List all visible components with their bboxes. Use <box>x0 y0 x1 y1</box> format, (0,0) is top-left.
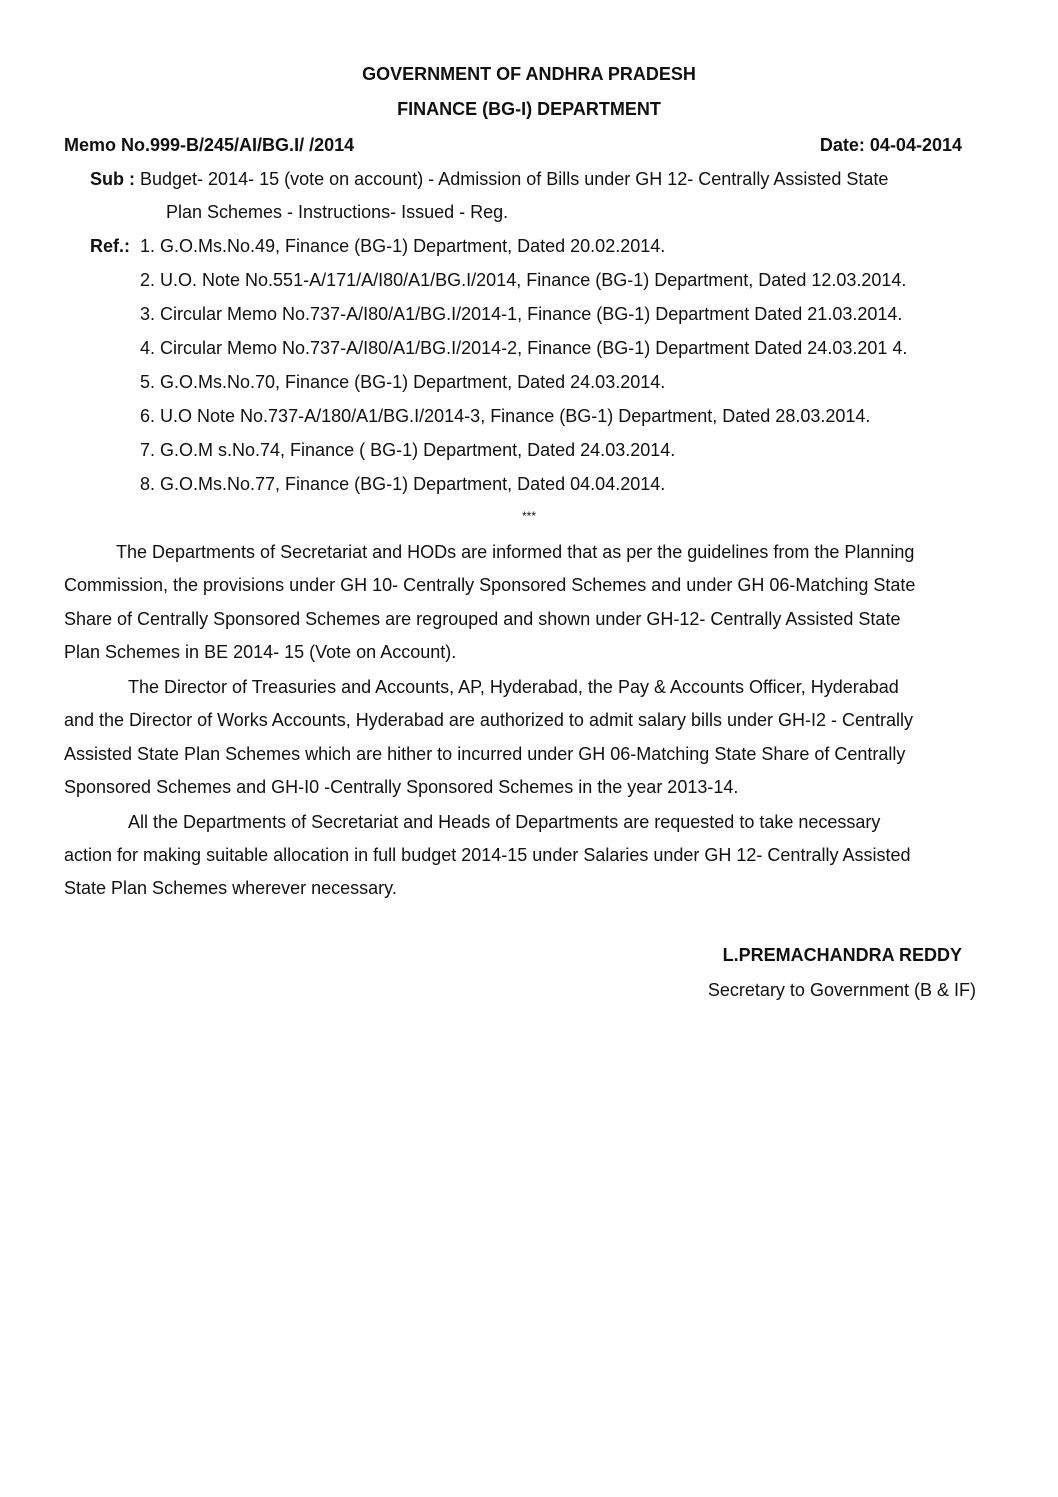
subject-line-1: Budget- 2014- 15 (vote on account) - Admission of Bills under GH 12- Centrally Assisted State <box>140 169 889 189</box>
reference-item: 5. G.O.Ms.No.70, Finance (BG-1) Department, Dated 24.03.2014. <box>140 372 666 392</box>
reference-label: Ref.: <box>90 236 130 256</box>
government-heading: GOVERNMENT OF ANDHRA PRADESH <box>362 64 696 84</box>
paragraph-3-line: All the Departments of Secretariat and Heads of Departments are requested to take necessary <box>128 812 881 832</box>
subject-label: Sub : <box>90 169 135 189</box>
department-heading: FINANCE (BG-I) DEPARTMENT <box>397 99 661 119</box>
reference-item: 7. G.O.M s.No.74, Finance ( BG-1) Department, Dated 24.03.2014. <box>140 440 676 460</box>
signatory-designation: Secretary to Government (B & IF) <box>707 980 976 1000</box>
paragraph-1-line: Share of Centrally Sponsored Schemes are regrouped and shown under GH-12- Centrally Assisted State <box>64 609 901 629</box>
paragraph-2-line: Assisted State Plan Schemes which are hither to incurred under GH 06-Matching State Share of Centrally <box>64 744 906 764</box>
paragraph-3-line: State Plan Schemes wherever necessary. <box>64 878 397 898</box>
subject-line-2: Plan Schemes - Instructions- Issued - Reg. <box>166 202 509 222</box>
reference-item: 1. G.O.Ms.No.49, Finance (BG-1) Department, Dated 20.02.2014. <box>140 236 666 256</box>
paragraph-2-line: Sponsored Schemes and GH-I0 -Centrally Sponsored Schemes in the year 2013-14. <box>64 777 739 797</box>
memo-date: Date: 04-04-2014 <box>819 135 962 155</box>
section-separator: *** <box>521 509 536 523</box>
paragraph-2-line: and the Director of Works Accounts, Hyderabad are authorized to admit salary bills under GH-I2 - Centrally <box>64 710 914 730</box>
reference-item: 6. U.O Note No.737-A/180/A1/BG.I/2014-3, Finance (BG-1) Department, Dated 28.03.2014. <box>140 406 871 426</box>
signatory-name: L.PREMACHANDRA REDDY <box>722 945 962 965</box>
paragraph-2-line: The Director of Treasuries and Accounts, AP, Hyderabad, the Pay & Accounts Officer, Hyderabad <box>128 677 899 697</box>
reference-item: 2. U.O. Note No.551-A/171/A/I80/A1/BG.I/2014, Finance (BG-1) Department, Dated 12.03.2014. <box>140 270 907 290</box>
paragraph-1-line: The Departments of Secretariat and HODs are informed that as per the guidelines from the Planning <box>116 542 915 562</box>
paragraph-3-line: action for making suitable allocation in full budget 2014-15 under Salaries under GH 12- Centrally Assisted <box>64 845 911 865</box>
paragraph-1-line: Plan Schemes in BE 2014- 15 (Vote on Account). <box>64 642 457 662</box>
reference-item: 8. G.O.Ms.No.77, Finance (BG-1) Department, Dated 04.04.2014. <box>140 474 666 494</box>
memo-number: Memo No.999-B/245/AI/BG.I/ /2014 <box>64 135 355 155</box>
reference-item: 3. Circular Memo No.737-A/I80/A1/BG.I/2014-1, Finance (BG-1) Department Dated 21.03.2014. <box>140 304 903 324</box>
reference-item: 4. Circular Memo No.737-A/I80/A1/BG.I/2014-2, Finance (BG-1) Department Dated 24.03.201 4. <box>140 338 908 358</box>
paragraph-1-line: Commission, the provisions under GH 10- Centrally Sponsored Schemes and under GH 06-Matching State <box>64 575 916 595</box>
